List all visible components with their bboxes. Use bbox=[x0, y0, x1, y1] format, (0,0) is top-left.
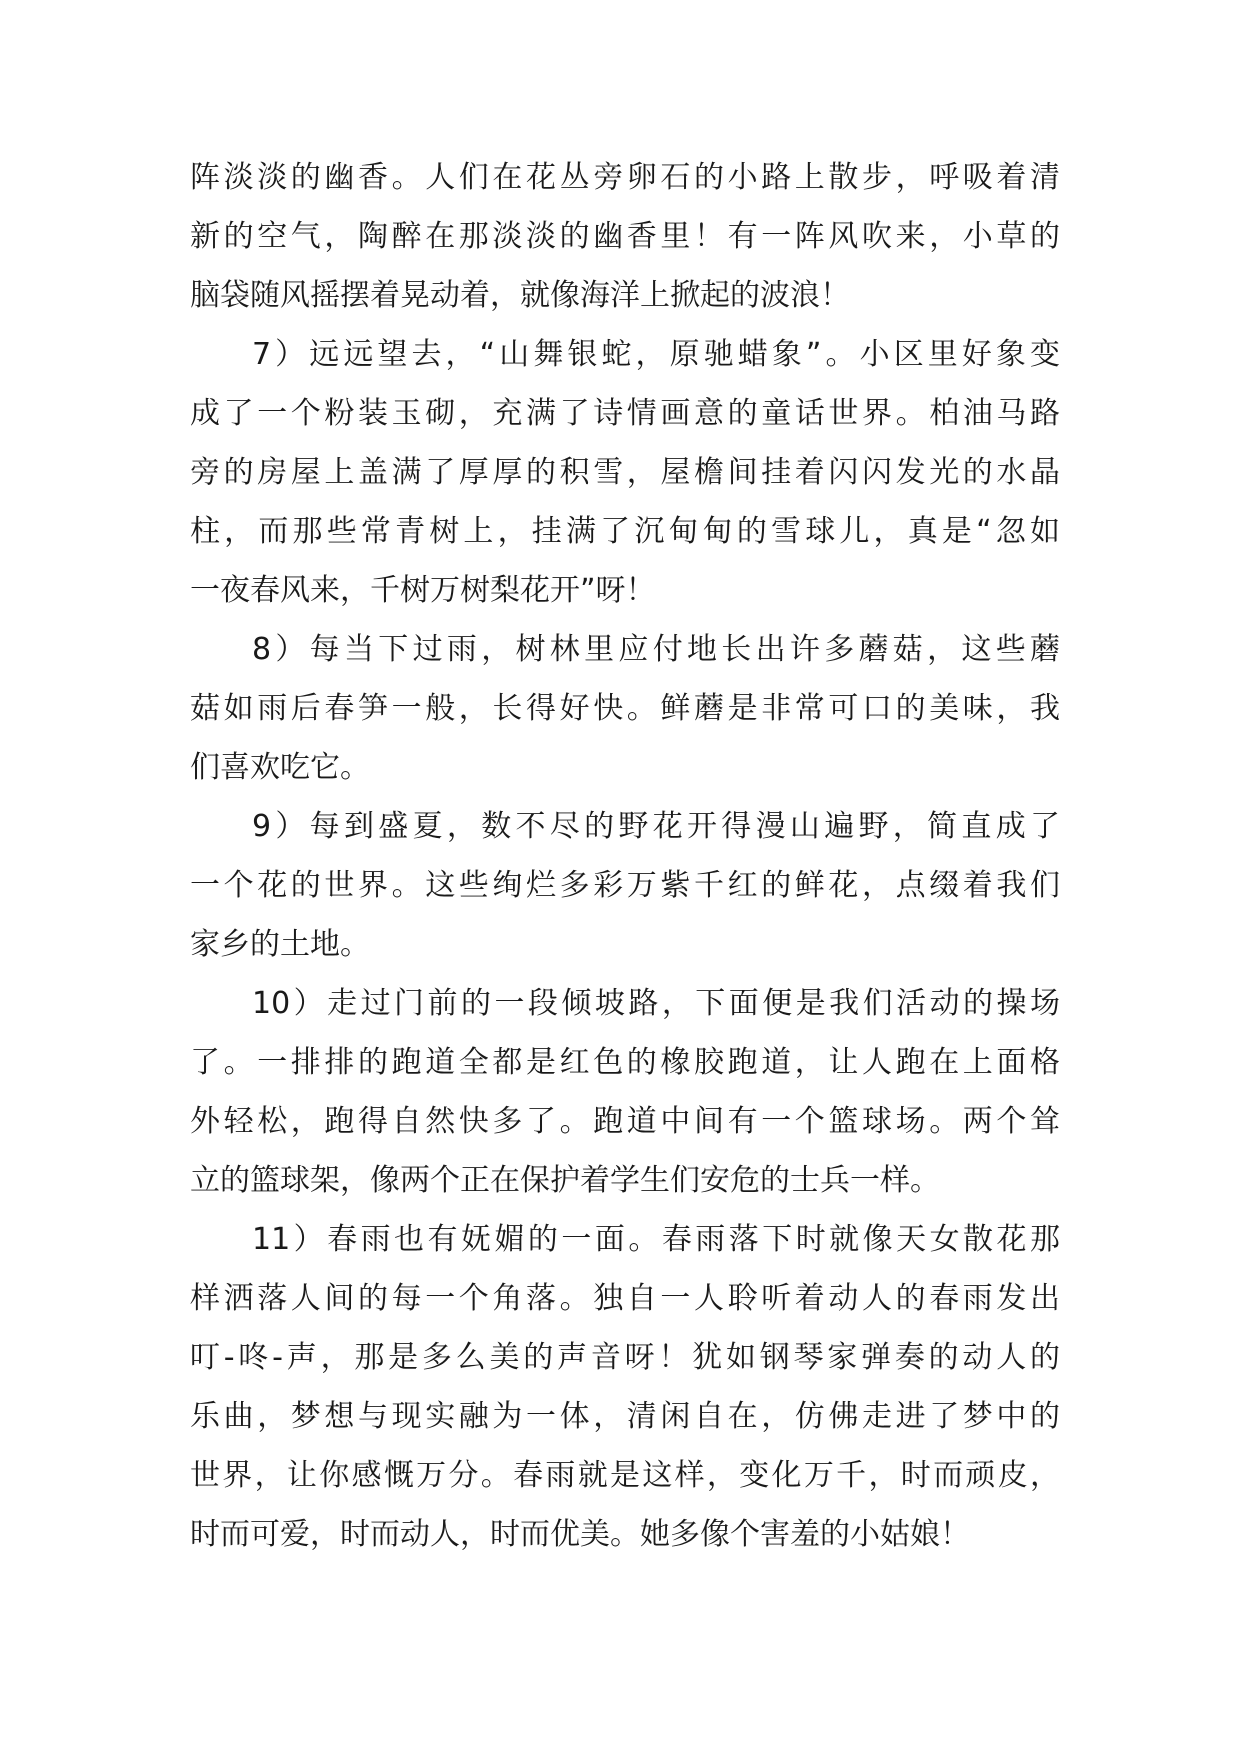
paragraph-9-start: 9）每到盛夏，数不尽的野花开得漫山遍野，简直成了 bbox=[252, 809, 1060, 844]
paragraph-11-start: 11）春雨也有妩媚的一面。春雨落下时就像天女散花那 bbox=[252, 1222, 1060, 1257]
document-body bbox=[190, 148, 1060, 1564]
text-line: 乐曲，梦想与现实融为一体，清闲自在，仿佛走进了梦中的 bbox=[190, 1399, 1060, 1434]
text-line: 脑袋随风摇摆着晃动着，就像海洋上掀起的波浪！ bbox=[190, 278, 850, 313]
text-line: 成了一个粉装玉砌，充满了诗情画意的童话世界。柏油马路 bbox=[190, 396, 1060, 431]
text-line: 样洒落人间的每一个角落。独自一人聆听着动人的春雨发出 bbox=[190, 1281, 1060, 1316]
paragraph-10-start: 10）走过门前的一段倾坡路，下面便是我们活动的操场 bbox=[252, 986, 1060, 1021]
text-line: 外轻松，跑得自然快多了。跑道中间有一个篮球场。两个耸 bbox=[190, 1104, 1060, 1139]
text-line: 叮-咚-声，那是多么美的声音呀！犹如钢琴家弹奏的动人的 bbox=[190, 1340, 1060, 1375]
text-line: 一夜春风来，千树万树梨花开”呀！ bbox=[190, 573, 656, 608]
text-line: 新的空气，陶醉在那淡淡的幽香里！有一阵风吹来，小草的 bbox=[190, 219, 1060, 254]
text-line: 家乡的土地。 bbox=[190, 927, 370, 962]
text-line: 一个花的世界。这些绚烂多彩万紫千红的鲜花，点缀着我们 bbox=[190, 868, 1060, 903]
text-line: 柱，而那些常青树上，挂满了沉甸甸的雪球儿，真是“忽如 bbox=[190, 514, 1060, 549]
text-line: 时而可爱，时而动人，时而优美。她多像个害羞的小姑娘！ bbox=[190, 1517, 970, 1552]
text-line: 立的篮球架，像两个正在保护着学生们安危的士兵一样。 bbox=[190, 1163, 940, 1198]
text-line: 阵淡淡的幽香。人们在花丛旁卵石的小路上散步，呼吸着清 bbox=[190, 160, 1060, 195]
text-line: 了。一排排的跑道全都是红色的橡胶跑道，让人跑在上面格 bbox=[190, 1045, 1060, 1080]
paragraph-7-start: 7）远远望去，“山舞银蛇，原驰蜡象”。小区里好象变 bbox=[252, 337, 1060, 372]
text-line: 世界，让你感慨万分。春雨就是这样，变化万千，时而顽皮， bbox=[190, 1458, 1060, 1493]
text-line: 们喜欢吃它。 bbox=[190, 750, 370, 785]
text-line: 旁的房屋上盖满了厚厚的积雪，屋檐间挂着闪闪发光的水晶 bbox=[190, 455, 1060, 490]
paragraph-8-start: 8）每当下过雨，树林里应付地长出许多蘑菇，这些蘑 bbox=[252, 632, 1060, 667]
text-line: 菇如雨后春笋一般，长得好快。鲜蘑是非常可口的美味，我 bbox=[190, 691, 1060, 726]
